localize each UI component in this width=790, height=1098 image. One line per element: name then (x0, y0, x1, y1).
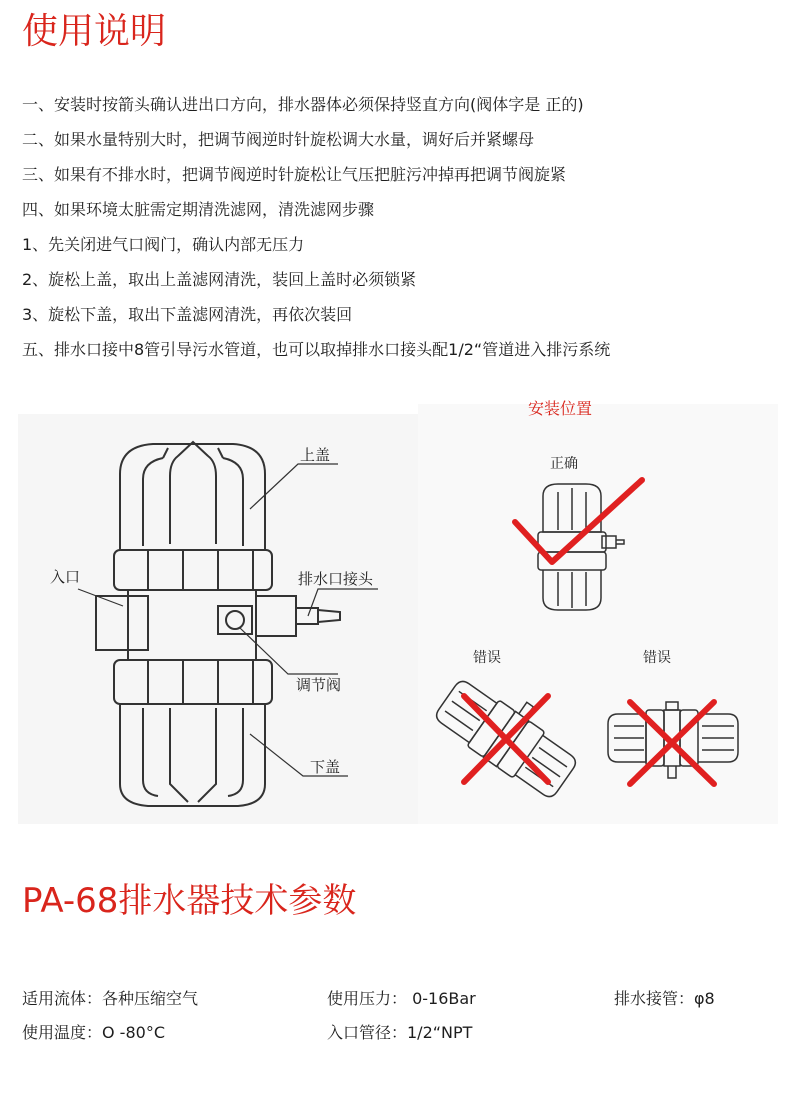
install-wrong-label-right: 错误 (643, 650, 671, 666)
instruction-line: 3、旋松下盖，取出下盖滤网清洗，再依次装回 (22, 305, 353, 324)
spec-params (22, 978, 772, 1058)
drain-diagram-svg (18, 384, 778, 834)
instruction-line: 二、如果水量特别大时，把调节阀逆时针旋松调大水量，调好后并紧螺母 (22, 130, 535, 149)
instruction-line: 2、旋松上盖，取出上盖滤网清洗，装回上盖时必须锁紧 (22, 270, 417, 289)
label-drain-fitting: 排水口接头 (298, 570, 374, 588)
spec-pressure: 使用压力： 0-16Bar (327, 989, 476, 1008)
install-correct-label: 正确 (550, 456, 578, 472)
install-wrong-label-left: 错误 (473, 650, 501, 666)
label-inlet: 入口 (50, 568, 81, 586)
spec-drain-pipe: 排水接管：φ8 (614, 989, 715, 1008)
usage-title: 使用说明 (22, 11, 167, 52)
spec-temperature: 使用温度：O -80°C (22, 1023, 165, 1042)
label-adjust-valve: 调节阀 (296, 676, 342, 694)
instruction-line: 一、安装时按箭头确认进出口方向，排水器体必须保持竖直方向(阀体字是 正的) (22, 95, 584, 114)
spec-inlet-pipe: 入口管径：1/2“NPT (327, 1023, 473, 1042)
instruction-line: 三、如果有不排水时，把调节阀逆时针旋松让气压把脏污冲掉再把调节阀旋紧 (22, 165, 567, 184)
instruction-line: 五、排水口接中8管引导污水管道，也可以取掉排水口接头配1/2“管道进入排污系统 (22, 340, 611, 359)
label-bottom-cover: 下盖 (310, 758, 341, 776)
install-title: 安装位置 (528, 399, 593, 418)
label-top-cover: 上盖 (300, 446, 331, 464)
product-diagram (18, 384, 778, 834)
install-background (418, 404, 778, 824)
instruction-line: 四、如果环境太脏需定期清洗滤网，清洗滤网步骤 (22, 200, 375, 219)
instruction-line: 1、先关闭进气口阀门，确认内部无压力 (22, 235, 305, 254)
spec-title: PA-68排水器技术参数 (22, 881, 357, 921)
spec-fluid: 适用流体：各种压缩空气 (22, 989, 199, 1008)
usage-instructions (22, 87, 782, 367)
